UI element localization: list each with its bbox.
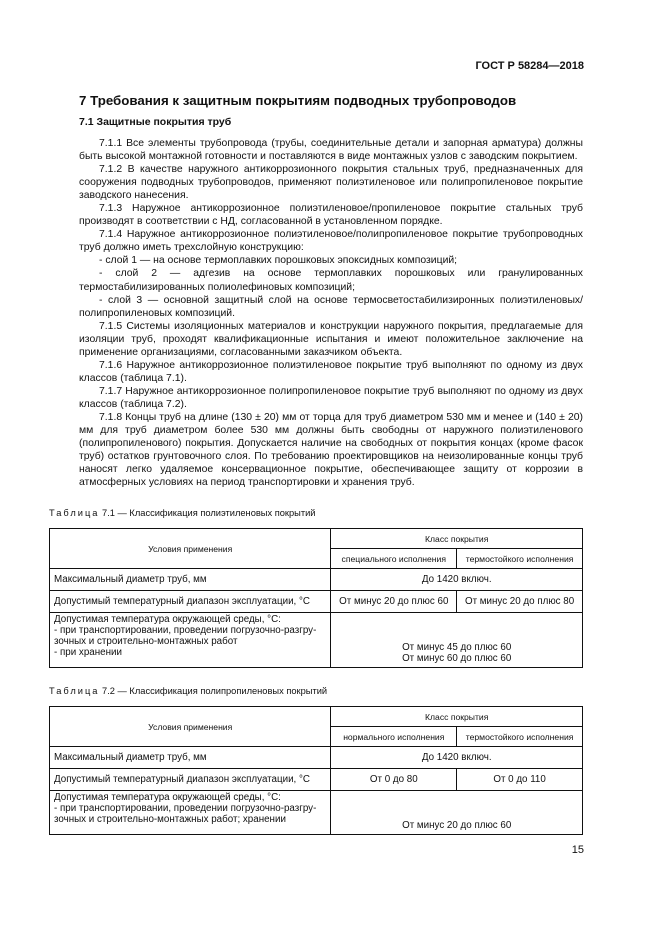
table-caption-text: 7.1 — Классификация полиэтиленовых покрытий [102,508,316,518]
section-title: 7 Требования к защитным покрытиям подводных трубопроводов [79,93,517,108]
table-row-label [50,613,331,668]
table-row-label: Допустимый температурный диапазон эксплуатации, °С [50,591,331,613]
table-7-1 [49,528,583,668]
table-subheader: термостойкого исполнения [457,549,583,569]
table-cell: От 0 до 110 [457,769,583,791]
row-label-line: Допустимая температура окружающей среды, °С: [54,614,281,625]
row-label-line: Допустимая температура окружающей среды, °С: [54,792,281,803]
paragraph-7-1-1: 7.1.1 Все элементы трубопровода (трубы, соединительные детали и запорная арматура) должны быть высокой монтажной готовности и поставляются в виде монтажных узлов с заводским покрытием. [79,138,583,163]
list-item-layer-1: - слой 1 — на основе термоплавких порошковых эпоксидных композиций; [99,255,458,267]
document-id: ГОСТ Р 58284—2018 [475,60,584,72]
table-caption-text: 7.2 — Классификация полипропиленовых покрытий [102,686,328,696]
table-row-label: Допустимый температурный диапазон эксплуатации, °С [50,769,331,791]
table-cell: До 1420 включ. [331,747,583,769]
table-cell: До 1420 включ. [331,569,583,591]
table-header-class: Класс покрытия [331,707,583,727]
body-text [79,137,583,489]
row-label-line: - при хранении [54,647,122,658]
row-label-line: - при транспортировании, проведении погрузочно-разгру- [54,625,317,636]
table-subheader: нормального исполнения [331,727,457,747]
paragraph-7-1-6: 7.1.6 Наружное антикоррозионное полиэтиленовое покрытие труб выполняют по одному из двух классов (таблица 7.1). [79,359,583,384]
subsection-title: 7.1 Защитные покрытия труб [79,116,232,128]
paragraph-7-1-8: 7.1.8 Концы труб на длине (130 ± 20) мм от торца для труб диаметром 530 мм и менее и (140 ± 20) мм для труб диаметром более 530 мм должны быть свободны от наружного полиэтиленового (полипропиленового) покрытия. Допускается наличие на свободных от покрытия концах (кроме фасок труб) остатков грунтовочного слоя. По требованию проектировщиков на неизолированные концы труб наносят легко удаляемое консервационное покрытие, обеспечивающее защиту от коррозии в атмосферных условиях на период транспортировки и хранения труб. [79,411,583,489]
table-caption-label: Таблица [49,686,100,696]
paragraph-7-1-5: 7.1.5 Системы изоляционных материалов и конструкции наружного покрытия, предлагаемые для изоляции труб, проходят квалификационные испытания и имеют положительное заключение на применение организациями, согласованными заказчиком объекта. [79,320,583,358]
table-caption-label: Таблица [49,508,100,518]
table-cell [331,613,583,668]
table-header-class: Класс покрытия [331,529,583,549]
table-row-label: Максимальный диаметр труб, мм [50,747,331,769]
list-item-layer-3: - слой 3 — основной защитный слой на основе термосветостабилизиронных полиэтиленовых/полипропиленовых композиций. [79,294,583,319]
paragraph-7-1-7: 7.1.7 Наружное антикоррозионное полипропиленовое покрытие труб выполняют по одному из двух классов (таблица 7.2). [79,385,583,410]
table-7-2 [49,706,583,835]
paragraph-7-1-3: 7.1.3 Наружное антикоррозионное полиэтиленовое/пропиленовое покрытие стальных труб производят в соответствии с НД, согласованной в установленном порядке. [79,203,583,228]
table-header-conditions: Условия применения [50,707,331,747]
table-cell-value: От минус 45 до плюс 60 [402,642,512,653]
paragraph-7-1-4: 7.1.4 Наружное антикоррозионное полиэтиленовое/полипропиленовое покрытие трубопроводных труб должно иметь трехслойную конструкцию: [79,229,583,254]
page-number: 15 [571,844,584,856]
row-label-line: - при транспортировании, проведении погрузочно-разгру- [54,803,317,814]
table-header-conditions: Условия применения [50,529,331,569]
table-cell: От минус 20 до плюс 60 [331,791,583,835]
row-label-line: зочных и строительно-монтажных работ; хранении [54,814,286,825]
list-item-layer-2: - слой 2 — адгезив на основе термоплавких порошковых или гранулированных термостабилизированных полиолефиновых композиций; [79,268,583,293]
table-cell: От минус 20 до плюс 60 [331,591,457,613]
table-subheader: термостойкого исполнения [457,727,583,747]
table-7-1-caption [49,508,316,518]
table-row-label [50,791,331,835]
row-label-line: зочных и строительно-монтажных работ [54,636,238,647]
table-7-2-caption [49,686,327,696]
table-row-label: Максимальный диаметр труб, мм [50,569,331,591]
paragraph-7-1-2: 7.1.2 В качестве наружного антикоррозионного покрытия стальных труб, предназначенных для сооружения подводных трубопроводов, применяют полиэтиленовое или полипропиленовое покрытие заводского нанесения. [79,164,583,202]
table-cell: От 0 до 80 [331,769,457,791]
table-cell: От минус 20 до плюс 80 [457,591,583,613]
table-subheader: специального исполнения [331,549,457,569]
table-cell-value: От минус 60 до плюс 60 [402,653,512,664]
